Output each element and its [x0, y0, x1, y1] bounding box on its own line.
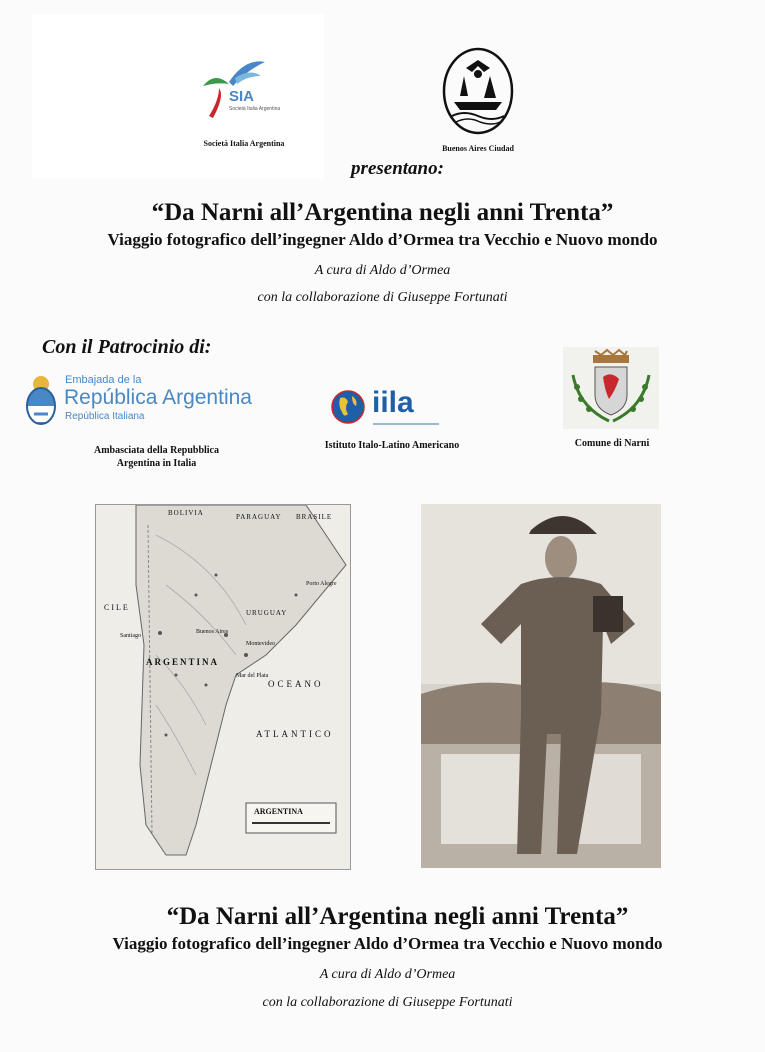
event-title: “Da Narni all’Argentina negli anni Trenta” [151, 199, 614, 226]
embajada-logo-line3: República Italiana [65, 411, 145, 422]
buenos-aires-seal-icon [440, 46, 516, 136]
map-legend-title: ARGENTINA [254, 807, 303, 816]
argentina-coat-of-arms-icon [24, 374, 58, 426]
map-label-buenos-aires: Buenos Aires [196, 629, 229, 635]
map-label-oceano: OCEANO [268, 679, 324, 689]
event-subtitle: Viaggio fotografico dell’ingegner Aldo d’Ormea tra Vecchio e Nuovo mondo [107, 230, 658, 249]
presentano-label: presentano: [351, 158, 444, 179]
map-label-argentina: ARGENTINA [146, 657, 220, 667]
map-label-brasile: BRASILE [296, 513, 333, 521]
embajada-caption-line1: Ambasciata della Repubblica [93, 445, 219, 456]
argentina-map-image [95, 504, 351, 870]
embajada-logo-line1: Embajada de la [65, 374, 142, 386]
iila-logo [330, 386, 442, 432]
map-label-bolivia: BOLIVIA [168, 509, 204, 517]
map-label-cile: CILE [104, 603, 130, 612]
collaboration-line-bottom: con la collaborazione di Giuseppe Fortunati [262, 995, 513, 1010]
embajada-caption-line2: Argentina in Italia [116, 458, 197, 469]
portrait-photo [421, 504, 661, 868]
iila-logo-underline [373, 423, 439, 425]
portrait-photo-icon [421, 504, 661, 868]
event-subtitle-bottom: Viaggio fotografico dell’ingegner Aldo d’Ormea tra Vecchio e Nuovo mondo [112, 934, 663, 953]
buenos-aires-caption: Buenos Aires Ciudad [442, 144, 514, 153]
curator-line-bottom: A cura di Aldo d’Ormea [319, 967, 456, 982]
embajada-caption [84, 444, 229, 470]
map-label-santiago: Santiago [120, 633, 141, 639]
map-label-uruguay: URUGUAY [246, 609, 288, 617]
map-label-paraguay: PARAGUAY [236, 513, 282, 521]
globe-icon [330, 388, 366, 426]
buenos-aires-logo [440, 46, 516, 136]
embajada-logo [24, 372, 280, 428]
sia-logo-text: SIA [229, 88, 255, 105]
map-label-atlantico: ATLANTICO [256, 729, 334, 739]
embajada-logo-line2: República Argentina [64, 386, 252, 409]
event-title-bottom: “Da Narni all’Argentina negli anni Trenta” [166, 903, 629, 930]
patrocinio-heading: Con il Patrocinio di: [42, 336, 212, 358]
sia-caption: Società Italia Argentina [203, 139, 285, 148]
map-label-mar-del-plata: Mar del Plata [236, 673, 269, 679]
narni-crest [563, 347, 659, 429]
map-label-porto-alegre: Porto Alegre [306, 581, 337, 587]
sia-logo-subtext: Società Italia Argentina [229, 106, 281, 112]
curator-line: A cura di Aldo d’Ormea [314, 263, 451, 278]
collaboration-line: con la collaborazione di Giuseppe Fortunati [257, 290, 508, 305]
narni-crest-icon [563, 347, 659, 429]
sia-logo [195, 56, 281, 126]
narni-caption: Comune di Narni [574, 438, 650, 449]
iila-caption: Istituto Italo-Latino Americano [324, 440, 460, 451]
header-whitebox [32, 14, 324, 179]
iila-logo-text: iila [372, 386, 414, 419]
map-label-montevideo: Montevideo [246, 641, 275, 647]
